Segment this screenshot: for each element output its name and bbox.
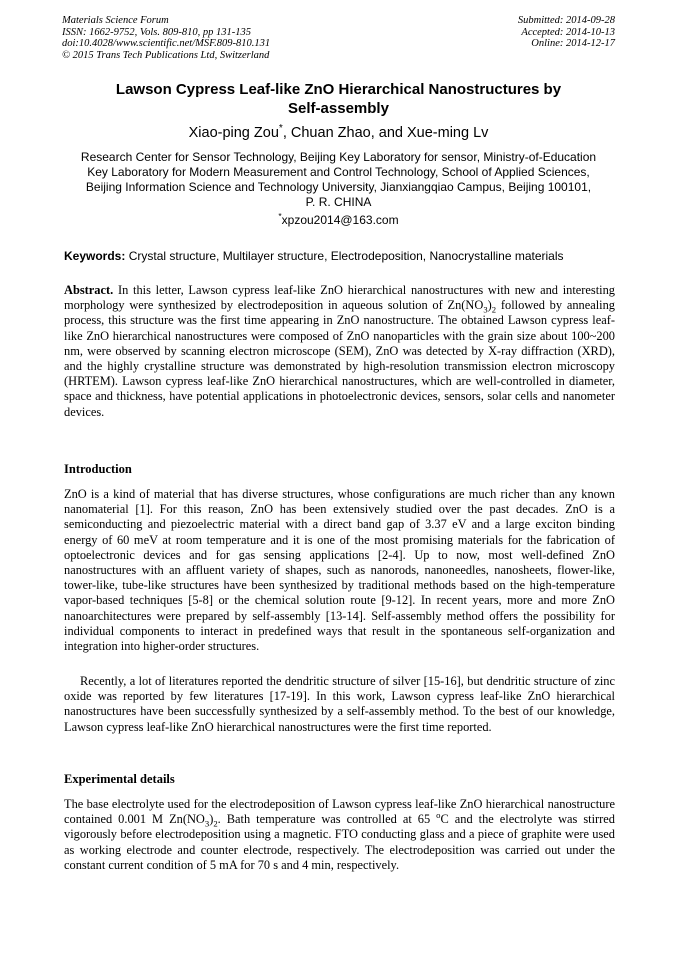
experimental-text: . Bath temperature was controlled at 65 xyxy=(217,812,437,827)
affiliation-line: Research Center for Sensor Technology, Beijing Key Laboratory for sensor, Ministry-of-Education xyxy=(80,150,597,164)
introduction-paragraph-2: Recently, a lot of literatures reported the dendritic structure of silver [15-16], but dendritic structure of zinc oxide was reported by few literatures [17-19]. In this work, Lawson cypress leaf-like ZnO hierarchical nanostructures have been successfully synthesized by a self-assembly method. To the best of our knowledge, Lawson cypress leaf-like ZnO hierarchical nanostructures were the first time reported. xyxy=(64,674,615,734)
affiliation-line: Beijing Information Science and Technology University, Jianxiangqiao Campus, Beijing 100101, xyxy=(85,180,592,194)
abstract-text: ) xyxy=(487,298,492,313)
section-heading-experimental: Experimental details xyxy=(64,772,175,786)
journal-header-left xyxy=(62,15,270,61)
email-mark: * xyxy=(278,211,282,221)
author-list xyxy=(62,124,615,142)
superscript: o xyxy=(436,810,441,821)
paper-title-line2: Self-assembly xyxy=(288,100,389,117)
online-date: Online: 2014-12-17 xyxy=(531,38,615,49)
journal-name: Materials Science Forum xyxy=(62,15,169,26)
affiliation xyxy=(62,150,615,210)
keywords xyxy=(64,249,615,264)
experimental-paragraph xyxy=(64,797,615,873)
subscript: 2 xyxy=(491,304,497,315)
introduction-paragraph-1: ZnO is a kind of material that has diverse structures, whose configurations are much richer than any known nanomaterial [1]. For this reason, ZnO has been extensively studied over the past decades. ZnO is a semiconducting and piezoelectric material with a direct band gap of 3.37 eV and a large exciton binding energy of 60 meV at room temperature and it is one of the most promising materials for the fabrication of optoelectronic devices and for gas sensing applications [2-4]. Up to now, most well-defined ZnO nanostructures with an affluent variety of shapes, such as nanorods, nanoneedles, nanosheets, flower-like, tower-like, tube-like structures have been synthesized by traditional methods based on the high-temperature vapor-based techniques [5-8] or the chemical solution route [9-12]. In recent years, more and more ZnO nanoarchitectures were prepared by self-assembly [13-14]. Self-assembly method offers the possibility for individual components to interact in predefined ways that result in the spontaneous self-organization and integration into higher-order structures. xyxy=(64,487,615,654)
doi-line: doi:10.4028/www.scientific.net/MSF.809-810.131 xyxy=(62,38,271,49)
corresponding-mark: * xyxy=(278,123,283,135)
subscript: 3 xyxy=(204,818,210,829)
paper-title xyxy=(62,80,615,118)
keywords-label: Keywords: xyxy=(64,249,126,263)
submitted-date: Submitted: 2014-09-28 xyxy=(517,15,615,26)
subscript: 3 xyxy=(483,304,488,315)
subscript: 2 xyxy=(213,818,218,829)
abstract-text: In this letter, Lawson cypress leaf-like ZnO hierarchical nanostructures with new and interesting morphology were synthesized by electrodeposition in aqueous solution of Zn(NO xyxy=(64,283,615,313)
affiliation-line: Key Laboratory for Modern Measurement and Control Technology, School of Applied Sciences, xyxy=(87,165,590,179)
journal-header-right xyxy=(518,15,615,50)
author-rest: , Chuan Zhao, and Xue-ming Lv xyxy=(282,125,489,141)
paper-title-line1: Lawson Cypress Leaf-like ZnO Hierarchical Nanostructures by xyxy=(115,81,562,98)
section-heading-introduction: Introduction xyxy=(64,462,132,476)
accepted-date: Accepted: 2014-10-13 xyxy=(521,26,615,38)
abstract-label: Abstract. xyxy=(64,283,114,297)
experimental-text: The base electrolyte used for the electrodeposition of Lawson cypress leaf-like ZnO hierarchical nanostructure contained 0.001 M Zn(NO xyxy=(64,797,615,827)
issn-line: ISSN: 1662-9752, Vols. 809-810, pp 131-135 xyxy=(62,26,251,38)
contact-email xyxy=(62,213,615,228)
experimental-text: C and the electrolyte was stirred vigorously before electrodeposition using a magnetic. FTO conducting glass and a piece of graphite were used as working electrode and counter electrode, respectively. The electrodeposition was carried out under the constant current condition of 5 mA for 70 s and 4 min, respectively. xyxy=(64,812,616,872)
abstract xyxy=(64,283,615,420)
abstract-text: followed by annealing process, this structure was the first time appearing in ZnO nanostructure. The obtained Lawson cypress leaf-like ZnO hierarchical nanostructures were composed of ZnO nanoparticles with the grain size about 100~200 nm, were observed by scanning electron microscope (SEM), ZnO was detected by X-ray diffraction (XRD), and the highly crystalline structure was demonstrated by high-resolution transmission electron microscopy (HRTEM). Lawson cypress leaf-like ZnO hierarchical nanostructures, which are well-controlled in diameter, space and thickness, have potential applications in photoelectronic devices, sensors, solar cells and nanometer devices. xyxy=(64,298,615,419)
author-first: Xiao-ping Zou xyxy=(188,125,279,141)
email-address[interactable]: xpzou2014@163.com xyxy=(281,213,399,227)
affiliation-line: P. R. CHINA xyxy=(305,195,372,209)
keywords-text: Crystal structure, Multilayer structure, Electrodeposition, Nanocrystalline materials xyxy=(125,249,564,263)
copyright-line: © 2015 Trans Tech Publications Ltd, Switzerland xyxy=(62,49,270,61)
experimental-text: ) xyxy=(209,812,214,827)
